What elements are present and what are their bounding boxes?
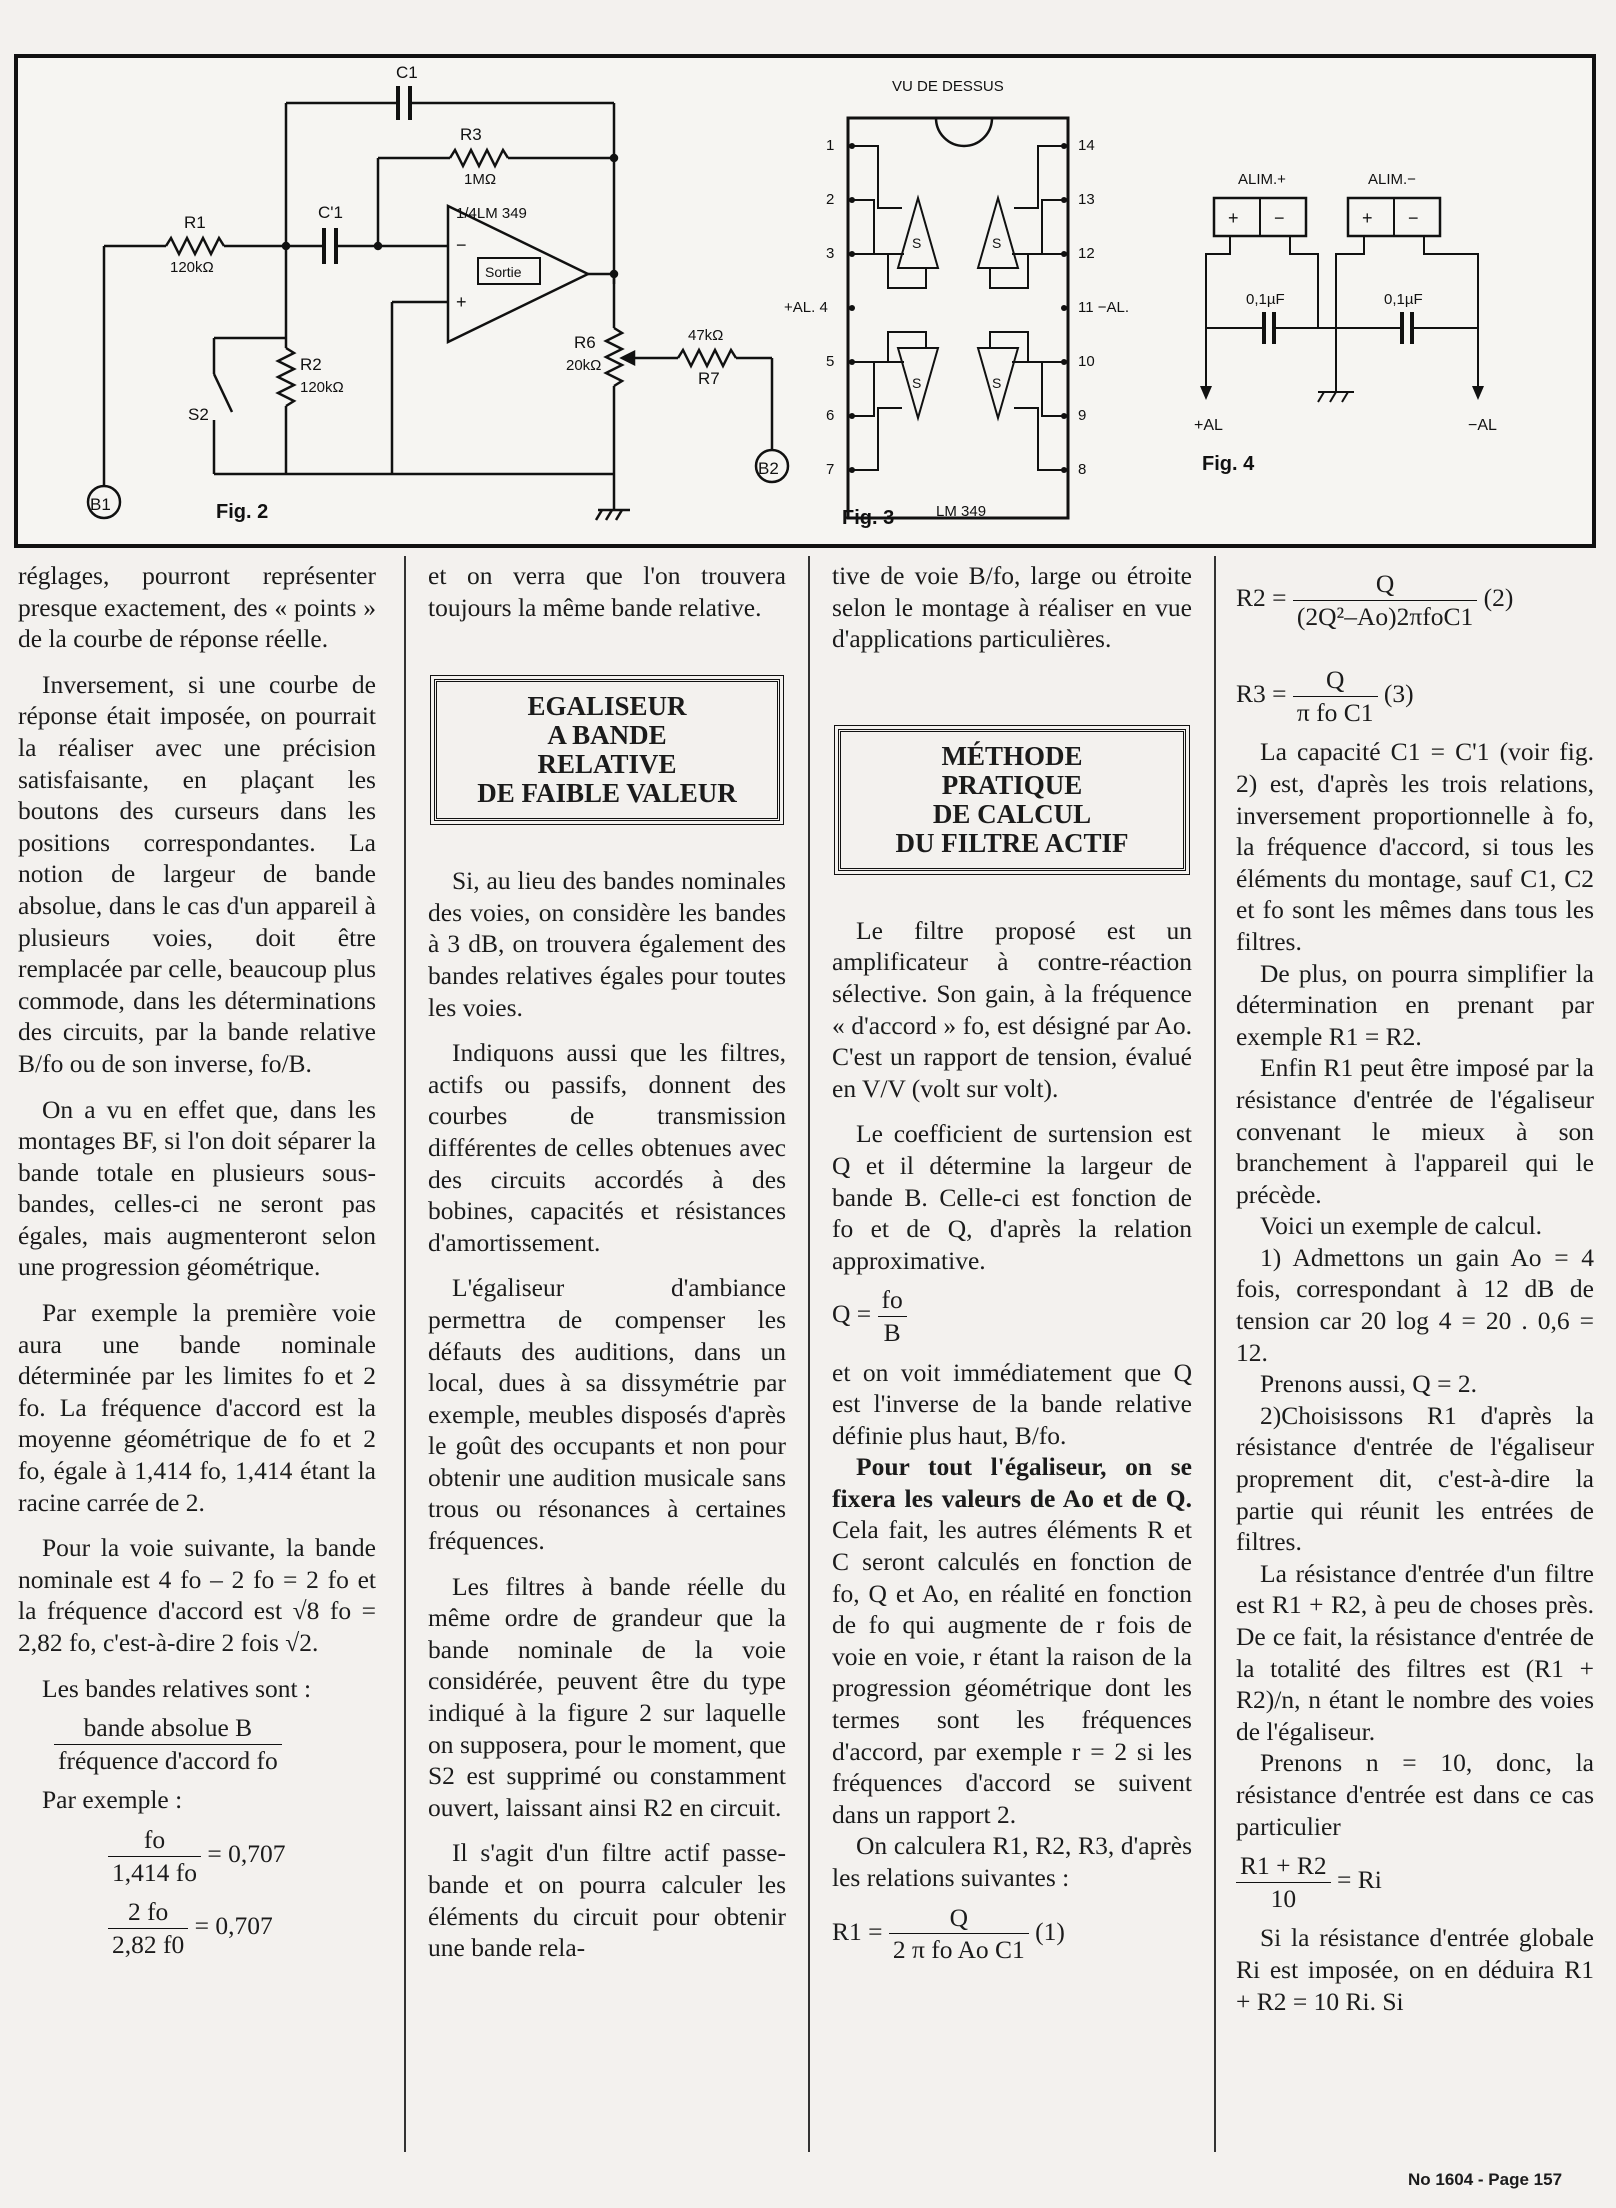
svg-text:5: 5: [826, 353, 835, 370]
svg-text:ALIM.−: ALIM.−: [1368, 171, 1416, 188]
svg-text:12: 12: [1078, 245, 1095, 262]
figure-panel: [14, 54, 1596, 548]
paragraph: Le coefficient de surtension est Q et il détermine la largeur de bande B. Celle-ci est fonction de fo et de Q, d'après la relation approximative.: [832, 1119, 1192, 1275]
svg-text:+: +: [456, 292, 467, 312]
paragraph: et on verra que l'on trouvera toujours la même bande relative.: [428, 561, 786, 622]
paragraph: 2)Choisissons R1 d'après la résistance d'entrée de l'égaliseur proprement dit, c'est-à-dire la partie qui réunit les entrées de filtres.: [1236, 1400, 1594, 1557]
svg-text:+AL. 4: +AL. 4: [784, 299, 828, 316]
section-heading-egaliseur: EGALISEUR A BANDE RELATIVE DE FAIBLE VALEUR: [434, 679, 780, 821]
paragraph: Il s'agit d'un filtre actif passe-bande et on pourra calculer les éléments du circuit pour obtenir une bande rela-: [428, 1838, 786, 1963]
svg-text:−: −: [1408, 208, 1419, 228]
svg-text:120kΩ: 120kΩ: [170, 259, 214, 276]
example-formula-1: $\frac{fo}{1,414 fo}$ = 0,707: [18, 1824, 376, 1888]
paragraph: Les bandes relatives sont :: [42, 1673, 312, 1703]
svg-text:S: S: [912, 375, 922, 391]
schematics: [18, 58, 1592, 544]
svg-text:−AL: −AL: [1468, 417, 1497, 434]
svg-text:1MΩ: 1MΩ: [464, 171, 497, 188]
svg-text:10: 10: [1078, 353, 1095, 370]
fig3-pinout: [784, 78, 1129, 529]
svg-text:S: S: [912, 235, 922, 251]
svg-text:1/4LM 349: 1/4LM 349: [456, 205, 527, 222]
paragraph: On a vu en effet que, dans les montages BF, si l'on doit séparer la bande totale en plusieurs sous-bandes, celles-ci ne seront pas égales, mais augmenteront selon une progression géométrique.: [18, 1094, 376, 1282]
paragraph: La capacité C1 = C'1 (voir fig. 2) est, d'après les trois relations, inversement proportionnelle à fo, la fréquence d'accord, si tous les éléments du montage, sauf C1, C2 et fo sont les mêmes dans tous les filtres.: [1236, 737, 1594, 956]
svg-text:0,1µF: 0,1µF: [1246, 291, 1285, 308]
example-formula-2: $\frac{2 fo}{2,82 f0}$ = 0,707: [18, 1896, 376, 1960]
svg-text:Fig. 4: Fig. 4: [1202, 453, 1255, 475]
svg-text:R2: R2: [300, 355, 322, 374]
r1-formula: R1 = $\frac{Q}{\text{2 π fo Ao C1}}$ (1): [832, 1902, 1065, 1965]
paragraph: Prenons aussi, Q = 2.: [1260, 1369, 1477, 1399]
fig2-schematic: [88, 63, 788, 523]
paragraph: Enfin R1 peut être imposé par la résistance d'entrée de l'égaliseur convenant le mieux à son branchement à l'appareil qui le précède.: [1236, 1053, 1594, 1209]
paragraph: La résistance d'entrée d'un filtre est R1 + R2, à peu de choses près. De ce fait, la résistance d'entrée de la totalité des filtres est (R1 + R2)/n, n étant le nombre des voies de l'égaliseur.: [1236, 1558, 1594, 1746]
svg-text:S: S: [992, 235, 1002, 251]
paragraph: De plus, on pourra simplifier la détermination en prenant par exemple R1 = R2.: [1236, 958, 1594, 1051]
svg-text:B2: B2: [758, 459, 779, 478]
svg-text:0,1µF: 0,1µF: [1384, 291, 1423, 308]
relative-band-formula: $\frac{\text{bande absolue B}}{\text{fréquence d'accord fo}}$: [18, 1712, 376, 1776]
svg-text:3: 3: [826, 245, 835, 262]
paragraph: Les filtres à bande réelle du même ordre de grandeur que la bande nominale de la voie considérée, peuvent être du type indiqué à la figure 2 sur laquelle on supposera, pour le moment, que S2 est supprimé ou constamment ouvert, laissant ainsi R2 en circuit.: [428, 1571, 786, 1822]
svg-text:R3: R3: [460, 125, 482, 144]
paragraph: On calculera R1, R2, R3, d'après les relations suivantes :: [832, 1831, 1192, 1892]
paragraph: Voici un exemple de calcul.: [1260, 1211, 1543, 1241]
ri-formula: $\frac{R1 + R2}{10}$ = Ri: [1236, 1850, 1594, 1914]
paragraph: Inversement, si une courbe de réponse était imposée, on pourrait la réaliser avec une précision satisfaisante, en plaçant les boutons des curseurs dans les positions correspondantes. La notion de largeur de bande absolue, dans le cas d'un appareil à plusieurs voies, doit être remplacée par celle, beaucoup plus commode, dans les déterminations des circuits, par la bande relative B/fo ou de son inverse, fo/B.: [18, 669, 376, 1078]
svg-text:8: 8: [1078, 461, 1087, 478]
svg-text:C'1: C'1: [318, 203, 343, 222]
svg-text:S: S: [992, 375, 1002, 391]
paragraph: Si, au lieu des bandes nominales des voies, on considère les bandes à 3 dB, on trouvera également des bandes relatives égales pour toutes les voies.: [428, 866, 786, 1022]
paragraph: Si la résistance d'entrée globale Ri est imposée, on en déduira R1 + R2 = 10 Ri. Si: [1236, 1923, 1594, 2016]
r2-resistor: [278, 348, 294, 406]
paragraph: Par exemple la première voie aura une bande nominale déterminée par les limites fo et 2 fo. La fréquence d'accord est la moyenne géométrique de fo et 2 fo, égale à 1,414 fo, 1,414 étant la racine carrée de 2.: [18, 1298, 376, 1517]
svg-text:VU DE DESSUS: VU DE DESSUS: [892, 78, 1004, 95]
paragraph: Pour la voie suivante, la bande nominale est 4 fo – 2 fo = 2 fo et la fréquence d'accord est √8 fo = 2,82 fo, c'est-à-dire 2 fois √2.: [18, 1533, 376, 1657]
paragraph: 1) Admettons un gain Ao = 4 fois, correspondant à 12 dB de tension car 20 log 4 = 20 . 0,6 = 12.: [1236, 1242, 1594, 1367]
svg-text:11 −AL.: 11 −AL.: [1078, 299, 1130, 316]
svg-text:−: −: [456, 235, 467, 255]
paragraph: L'égaliseur d'ambiance permettra de compenser les défauts des auditions, dans un local, dues à sa dissymétrie par exemple, meubles disposés d'après le goût des occupants et non pour obtenir une audition musicale sans trous ou résonances à certaines fréquences.: [428, 1273, 786, 1556]
paragraph: Par exemple :: [42, 1785, 183, 1815]
column-rule: [404, 556, 406, 2152]
svg-text:7: 7: [826, 461, 835, 478]
svg-text:6: 6: [826, 407, 835, 424]
svg-text:2: 2: [826, 191, 835, 208]
svg-text:120kΩ: 120kΩ: [300, 379, 344, 396]
svg-text:+: +: [1228, 208, 1239, 228]
column-3: [832, 560, 1192, 1974]
column-rule: [808, 556, 810, 2152]
svg-text:−: −: [1274, 208, 1285, 228]
svg-text:R6: R6: [574, 333, 596, 352]
svg-text:S2: S2: [188, 405, 209, 424]
svg-text:+AL: +AL: [1194, 417, 1223, 434]
paragraph: Prenons n = 10, donc, la résistance d'entrée est dans ce cas particulier: [1236, 1748, 1594, 1841]
svg-text:Sortie: Sortie: [485, 264, 522, 280]
svg-text:ALIM.+: ALIM.+: [1238, 171, 1286, 188]
svg-text:R1: R1: [184, 213, 206, 232]
svg-text:+: +: [1362, 208, 1373, 228]
svg-text:20kΩ: 20kΩ: [566, 357, 602, 374]
svg-text:13: 13: [1078, 191, 1095, 208]
svg-text:47kΩ: 47kΩ: [688, 327, 724, 344]
svg-text:14: 14: [1078, 137, 1095, 154]
paragraph: et on voit immédiatement que Q est l'inverse de la bande relative définie plus haut, B/fo.: [832, 1357, 1192, 1450]
r2-formula: R2 = $\frac{Q}{\text{(2Q²–Ao)2πfoC1}}$ (2): [1236, 569, 1514, 631]
paragraph: Pour tout l'égaliseur, on se fixera les valeurs de Ao et de Q. Cela fait, les autres éléments R et C seront calculés en fonction de fo, Q et Ao, en réalité en fonction de fo qui augmente de r fois de voie en voie, r étant la raison de la progression géométrique dont les termes sont les fréquences d'accord, par exemple r = 2 si les fréquences d'accord se suivent dans un rapport 2.: [832, 1452, 1192, 1829]
column-1: [18, 560, 376, 1968]
column-4: [1236, 560, 1594, 2017]
r1-resistor: [166, 238, 224, 254]
svg-text:Fig. 3: Fig. 3: [842, 507, 895, 529]
fig4-supply: [1194, 171, 1497, 475]
svg-text:Fig. 2: Fig. 2: [216, 501, 269, 523]
r7-resistor: [678, 350, 736, 366]
section-heading-methode: MÉTHODE PRATIQUE DE CALCUL DU FILTRE ACTIF: [838, 729, 1186, 871]
paragraph: tive de voie B/fo, large ou étroite selon le montage à réaliser en vue d'applications particulières.: [832, 561, 1192, 654]
r6-potentiometer: [606, 328, 622, 386]
chip-body: [848, 118, 1068, 518]
paragraph: Indiquons aussi que les filtres, actifs ou passifs, donnent des courbes de transmission différentes de celles obtenues avec des circuits accordés à des bobines, capacités et résistances d'amortissement.: [428, 1038, 786, 1257]
paragraph: Le filtre proposé est un amplificateur à contre-réaction sélective. Son gain, à la fréquence « d'accord » fo, est désigné par Ao. C'est un rapport de tension, évalué en V/V (volt sur volt).: [832, 915, 1192, 1103]
r3-resistor: [450, 150, 508, 166]
column-rule: [1214, 556, 1216, 2152]
page-footer: No 1604 - Page 157: [1408, 2170, 1563, 2189]
paragraph: réglages, pourront représenter presque exactement, des « points » de la courbe de réponse réelle.: [18, 561, 376, 654]
svg-text:LM 349: LM 349: [936, 503, 987, 520]
svg-text:R7: R7: [698, 369, 720, 388]
svg-text:1: 1: [826, 137, 835, 154]
svg-text:B1: B1: [90, 495, 111, 514]
q-formula: Q = $\frac{fo}{B}$: [832, 1284, 1192, 1348]
column-2: [428, 560, 786, 1964]
svg-text:C1: C1: [396, 63, 418, 82]
svg-text:9: 9: [1078, 407, 1087, 424]
r3-formula: R3 = $\frac{Q}{\text{π fo C1}}$ (3): [1236, 665, 1414, 727]
